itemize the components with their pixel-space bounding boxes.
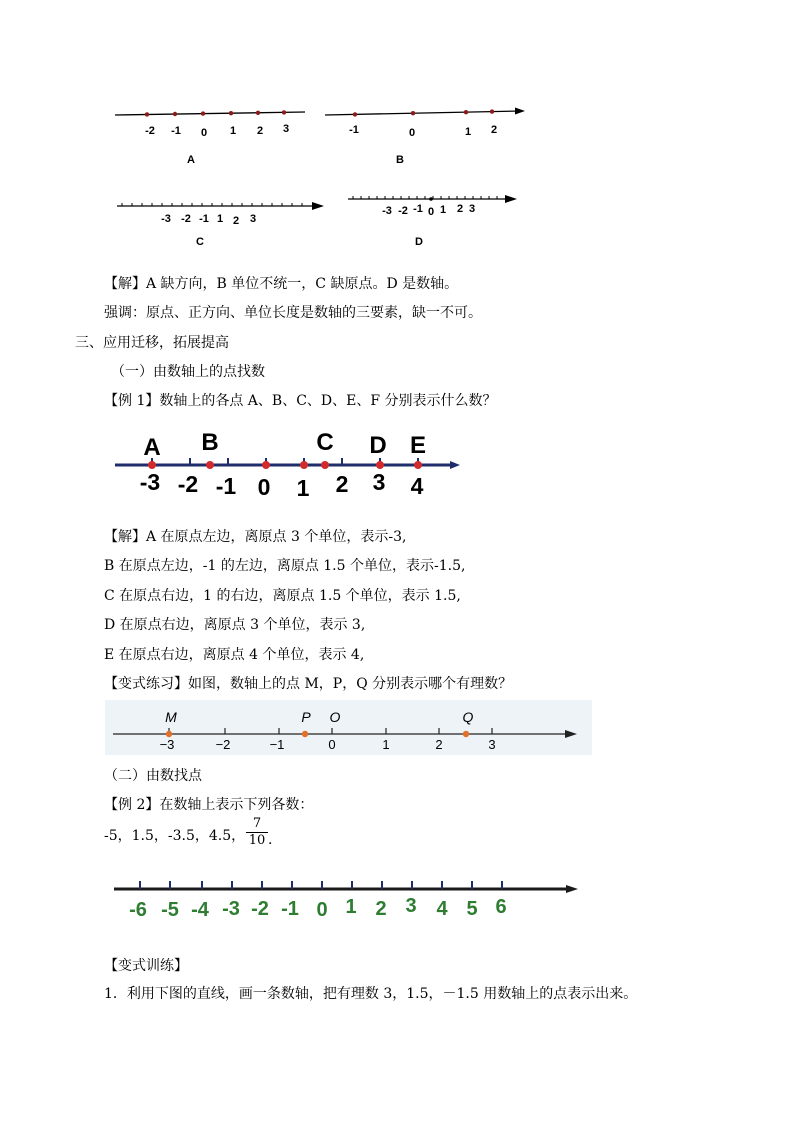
tick-label: 1 xyxy=(345,896,357,918)
fraction-7-10 xyxy=(246,816,268,849)
tick-label: -3 xyxy=(139,469,161,495)
tick-label: 2 xyxy=(232,215,240,227)
solution-d: D 在原点右边，离原点 3 个单位，表示 3, xyxy=(104,617,366,633)
figure-caption: D xyxy=(415,236,423,248)
tick-label: −2 xyxy=(215,737,231,752)
variant-number-line xyxy=(105,700,592,755)
tick-label: -1 xyxy=(171,125,181,137)
tick-label: 2 xyxy=(256,125,264,137)
point-label-q: Q xyxy=(462,709,474,725)
tick-label: 2 xyxy=(335,471,349,497)
point-label-c: C xyxy=(316,429,334,456)
point-label-e: E xyxy=(409,432,427,459)
tick-label: −3 xyxy=(159,737,175,752)
figure-c xyxy=(112,195,332,255)
tick-label: 0 xyxy=(316,899,328,921)
tick-label: 0 xyxy=(257,474,271,500)
tick-label: -2 xyxy=(145,125,155,137)
tick-label: -3 xyxy=(382,205,392,217)
figure-b xyxy=(320,100,530,170)
solution-b: B 在原点左边，-1 的左边，离原点 1.5 个单位，表示-1.5, xyxy=(104,558,466,574)
tick-label: -2 xyxy=(177,471,199,497)
tick-label: 5 xyxy=(466,898,478,920)
figure-caption: C xyxy=(196,236,204,248)
tick-label: 3 xyxy=(282,123,290,135)
tick-label: 3 xyxy=(249,213,257,225)
tick-label: -2 xyxy=(251,898,269,920)
tick-label: 3 xyxy=(405,895,417,917)
point-label-p: P xyxy=(301,709,311,725)
tick-label: 0 xyxy=(200,127,208,139)
tick-label: 6 xyxy=(495,896,507,918)
tick-label: 2 xyxy=(490,124,498,136)
figure-d xyxy=(345,190,525,250)
tick-label: 4 xyxy=(436,898,448,920)
tick-label: 1 xyxy=(216,213,224,225)
tick-label: 2 xyxy=(456,203,464,215)
tick-label: 1 xyxy=(439,204,447,216)
variant-training-heading: 【变式训练】 xyxy=(104,958,188,974)
point-label-m: M xyxy=(165,709,177,725)
tick-label: −1 xyxy=(269,737,285,752)
example-1-question: 【例 1】数轴上的各点 A、B、C、D、E、F 分别表示什么数？ xyxy=(104,393,497,409)
tick-label: -1 xyxy=(199,213,209,225)
section-3-heading: 三、应用迁移，拓展提高 xyxy=(75,335,229,351)
tick-label: -3 xyxy=(161,213,171,225)
tick-label: 1 xyxy=(229,125,237,137)
tick-label: -1 xyxy=(215,473,237,499)
tick-label: 3 xyxy=(488,737,496,752)
fraction-denominator: 10 xyxy=(248,833,266,848)
tick-label: -2 xyxy=(398,205,408,217)
example-2-numbers: -5，1.5，-3.5，4.5， xyxy=(104,828,246,844)
point-label-b: B xyxy=(201,429,219,456)
variant-training-question: 1．利用下图的直线，画一条数轴，把有理数 3，1.5，－1.5 用数轴上的点表示出来。 xyxy=(104,986,638,1002)
tick-label: 3 xyxy=(372,469,386,495)
tick-label: 0 xyxy=(427,206,435,218)
tick-label: 1 xyxy=(464,126,472,138)
tick-label: -1 xyxy=(413,203,423,215)
point-label-d: D xyxy=(369,432,387,459)
tick-label: 2 xyxy=(375,898,387,920)
tick-label: 1 xyxy=(296,475,310,500)
point-label-a: A xyxy=(143,434,161,461)
tick-label: -1 xyxy=(349,124,359,136)
tick-label: -1 xyxy=(281,898,299,920)
fraction-numerator: 7 xyxy=(246,816,268,833)
tick-label: -3 xyxy=(222,898,240,920)
solution-e: E 在原点右边，离原点 4 个单位，表示 4, xyxy=(104,647,365,663)
solution-a: 【解】A 在原点左边，离原点 3 个单位，表示-3, xyxy=(104,529,407,545)
point-label-o: O xyxy=(329,709,341,725)
example-1-number-line xyxy=(110,425,470,500)
tick-label: 0 xyxy=(328,737,336,752)
tick-label: -6 xyxy=(129,899,147,921)
tick-label: -2 xyxy=(181,213,191,225)
example-2-number-line xyxy=(110,870,585,922)
tick-label: -5 xyxy=(161,899,179,921)
subsection-2-heading: （二）由数找点 xyxy=(104,768,202,784)
figure-caption: A xyxy=(187,154,195,166)
fraction-period: . xyxy=(268,832,273,848)
solution-1: 【解】A 缺方向，B 单位不统一，C 缺原点。D 是数轴。 xyxy=(104,276,459,292)
variant-practice-question: 【变式练习】如图，数轴上的点 M，P，Q 分别表示哪个有理数？ xyxy=(104,676,513,692)
example-2-question: 【例 2】在数轴上表示下列各数： xyxy=(104,797,314,813)
solution-c: C 在原点右边，1 的右边，离原点 1.5 个单位，表示 1.5, xyxy=(104,588,461,604)
figure-a xyxy=(110,100,310,170)
tick-label: 3 xyxy=(468,203,476,215)
subsection-1-heading: （一）由数轴上的点找数 xyxy=(111,364,265,380)
tick-label: 0 xyxy=(408,127,416,139)
tick-label: 1 xyxy=(382,737,390,752)
emphasis-text: 强调：原点、正方向、单位长度是数轴的三要素，缺一不可。 xyxy=(104,305,482,321)
tick-label: 4 xyxy=(410,473,424,499)
figure-caption: B xyxy=(396,154,404,166)
tick-label: 2 xyxy=(435,737,443,752)
tick-label: -4 xyxy=(191,899,209,921)
